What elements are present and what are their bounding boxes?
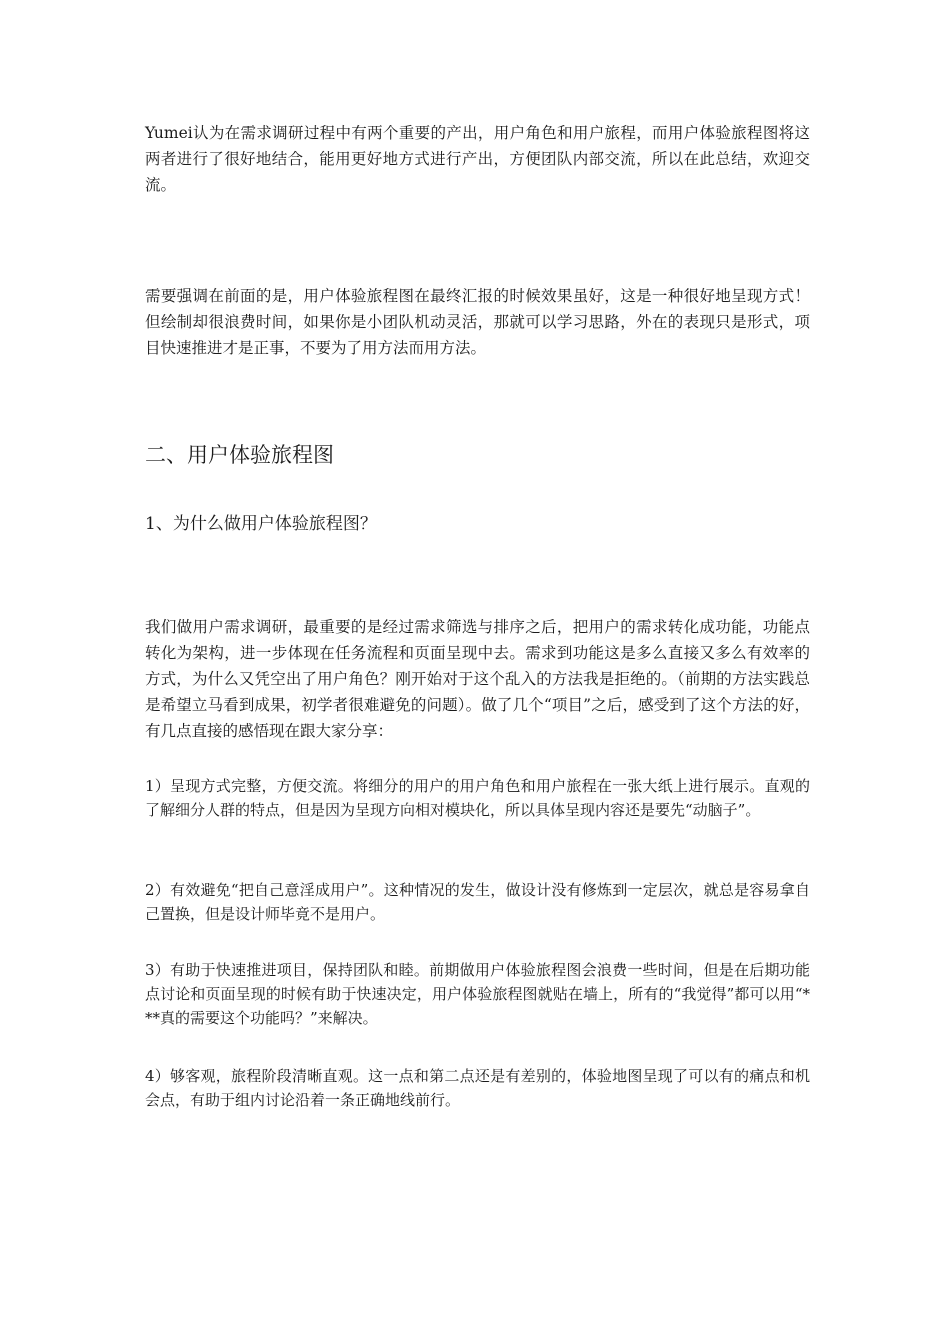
section-heading: 二、用户体验旅程图 bbox=[145, 443, 334, 467]
point-item: 2）有效避免“把自己意淫成用户”。这种情况的发生，做设计没有修炼到一定层次，就总是容易拿自己置换，但是设计师毕竟不是用户。 bbox=[145, 881, 810, 923]
point-item: 3）有助于快速推进项目，保持团队和睦。前期做用户体验旅程图会浪费一些时间，但是在后期功能点讨论和页面呈现的时候有助于快速决定，用户体验旅程图就贴在墙上，所有的“我觉得”都可以用“***真的需要这个功能吗？”来解决。 bbox=[145, 961, 810, 1027]
body-paragraph: 我们做用户需求调研，最重要的是经过需求筛选与排序之后，把用户的需求转化成功能，功能点转化为架构，进一步体现在任务流程和页面呈现中去。需求到功能这是多么直接又多么有效率的方式，为什么又凭空出了用户角色？刚开始对于这个乱入的方法我是拒绝的。（前期的方法实践总是希望立马看到成果，初学者很难避免的问题）。做了几个“项目”之后，感受到了这个方法的好，有几点直接的感悟现在跟大家分享： bbox=[145, 618, 810, 740]
point-item: 4）够客观，旅程阶段清晰直观。这一点和第二点还是有差别的，体验地图呈现了可以有的痛点和机会点，有助于组内讨论沿着一条正确地线前行。 bbox=[145, 1067, 810, 1109]
emphasis-paragraph: 需要强调在前面的是，用户体验旅程图在最终汇报的时候效果虽好，这是一种很好地呈现方式！但绘制却很浪费时间，如果你是小团队机动灵活，那就可以学习思路，外在的表现只是形式，项目快速推进才是正事，不要为了用方法而用方法。 bbox=[145, 287, 810, 357]
subsection-heading: 1、为什么做用户体验旅程图？ bbox=[145, 514, 377, 534]
intro-paragraph: Yumei认为在需求调研过程中有两个重要的产出，用户角色和用户旅程，而用户体验旅程图将这两者进行了很好地结合，能用更好地方式进行产出，方便团队内部交流，所以在此总结，欢迎交流。 bbox=[145, 124, 810, 194]
point-item: 1）呈现方式完整，方便交流。将细分的用户的用户角色和用户旅程在一张大纸上进行展示。直观的了解细分人群的特点，但是因为呈现方向相对模块化，所以具体呈现内容还是要先“动脑子”。 bbox=[145, 777, 810, 819]
